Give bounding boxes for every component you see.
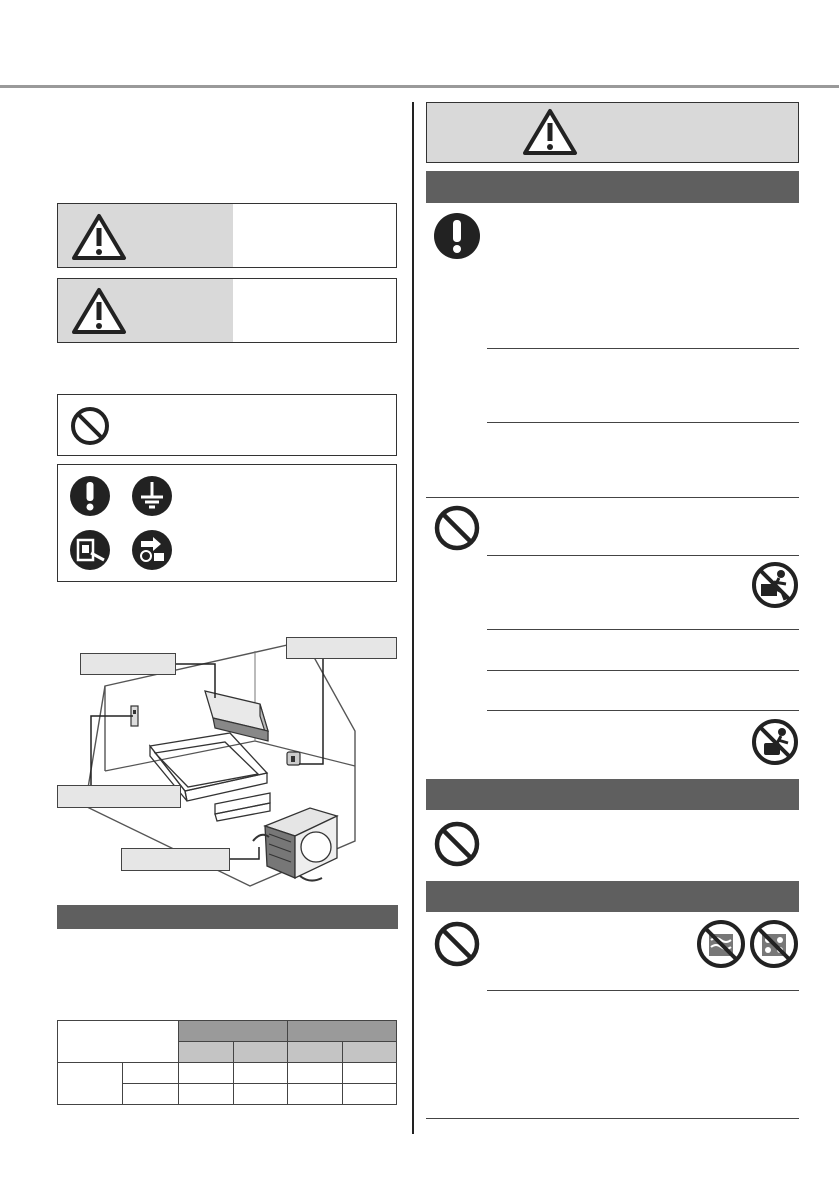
indoor-unit-label-box (80, 653, 176, 675)
no-touching-icon (752, 719, 798, 765)
prohibited-legend-box (57, 394, 397, 456)
caution-legend-panel (58, 279, 233, 342)
right-section-bar-3 (426, 881, 799, 912)
exclamation-circle-icon (433, 212, 481, 260)
exclamation-circle-icon (69, 475, 111, 517)
right-section-bar-2 (426, 779, 799, 810)
warning-triangle-icon (71, 287, 127, 335)
power-outlet (287, 752, 300, 765)
power-plug-label-box (286, 637, 397, 659)
divider-line (487, 555, 799, 556)
outdoor-unit (253, 808, 337, 881)
unplug-icon (69, 529, 111, 571)
divider-line (487, 348, 799, 349)
prohibited-circle-icon (69, 405, 111, 447)
no-plant-icon (697, 920, 745, 968)
warning-triangle-icon (71, 213, 127, 261)
mandatory-legend-box (57, 464, 397, 582)
divider-line (487, 422, 799, 423)
prohibited-circle-icon (433, 920, 481, 968)
earth-ground-icon (131, 475, 173, 517)
remote-control-label-box (57, 785, 181, 808)
divider-line (487, 710, 799, 711)
left-section-bar (57, 905, 398, 929)
no-animal-icon (750, 920, 798, 968)
warning-legend-panel (58, 204, 233, 267)
divider-line (487, 990, 799, 991)
no-climbing-icon (752, 562, 798, 608)
warning-header-panel (426, 102, 799, 163)
prohibited-circle-icon (433, 820, 481, 868)
disconnect-breaker-icon (131, 529, 173, 571)
prohibited-circle-icon (433, 504, 481, 552)
column-divider (412, 102, 414, 1134)
divider-line (487, 629, 799, 630)
table-row (58, 1021, 397, 1042)
outdoor-unit-label-box (121, 848, 230, 871)
indoor-unit (205, 691, 268, 741)
divider-line (426, 1118, 799, 1119)
right-section-bar-1 (426, 171, 799, 203)
divider-line (487, 670, 799, 671)
caution-legend-box (57, 278, 397, 343)
warning-triangle-icon (522, 108, 578, 156)
spec-table (57, 1020, 397, 1105)
warning-legend-box (57, 203, 397, 268)
top-rule (0, 85, 839, 88)
table-row (58, 1063, 397, 1084)
divider-line (426, 497, 799, 498)
